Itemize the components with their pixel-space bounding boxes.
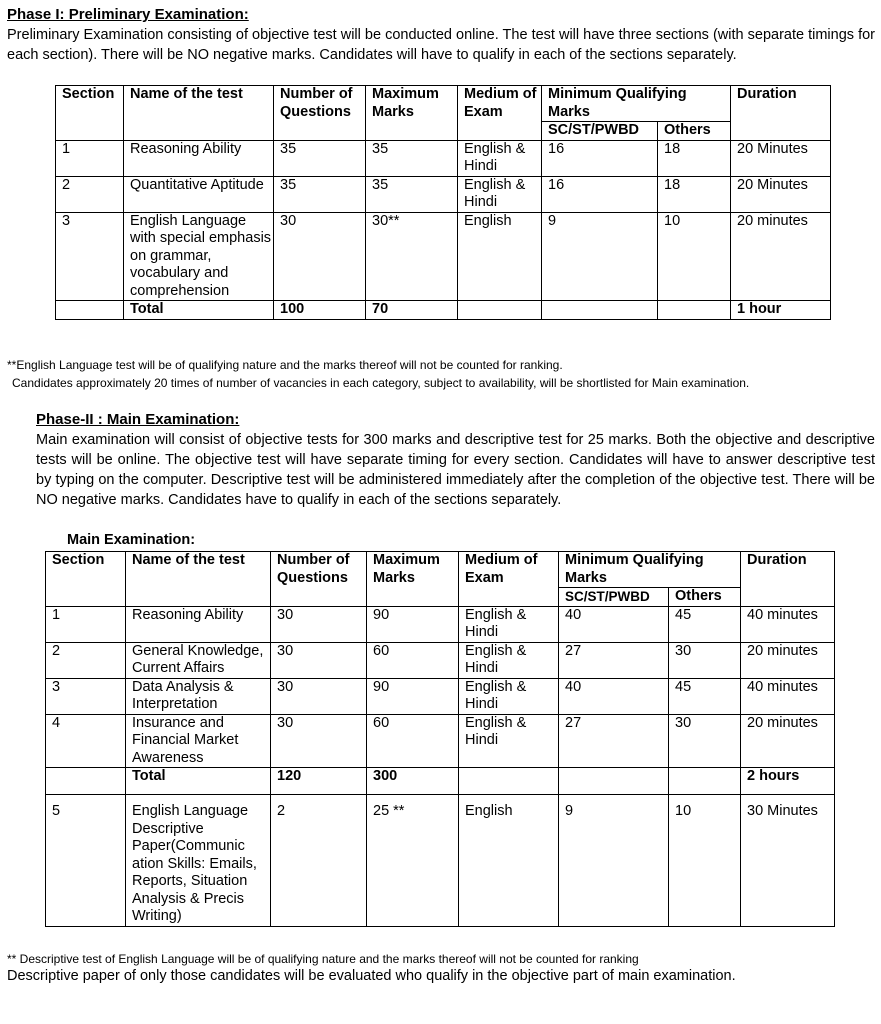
- main-table-title: Main Examination:: [67, 532, 196, 548]
- phase1-heading: Phase I: Preliminary Examination:: [7, 6, 249, 23]
- header-min-marks: Minimum Qualifying Marks: [559, 552, 741, 588]
- cell-questions: 35: [274, 140, 366, 176]
- cell-others: 45: [669, 678, 741, 714]
- cell-others: 30: [669, 714, 741, 768]
- prelim-note-1: **English Language test will be of qualifying nature and the marks thereof will not be counted for ranking.: [7, 358, 563, 372]
- prelim-table: [55, 85, 831, 320]
- cell-others: 18: [658, 140, 731, 176]
- cell-others: 10: [658, 212, 731, 301]
- header-medium: Medium of Exam: [459, 552, 559, 607]
- cell-sc: 9: [559, 795, 669, 927]
- total-questions: 100: [274, 301, 366, 320]
- cell-name: Quantitative Aptitude: [124, 176, 274, 212]
- cell-sc: 40: [559, 606, 669, 642]
- phase1-intro: Preliminary Examination consisting of objective test will be conducted online. The test will have three sections (with separate timings for each section). There will be NO negative marks. Candidates will have to qualify in each of the sections separately.: [7, 27, 875, 63]
- cell-sc: 27: [559, 642, 669, 678]
- cell-section: 5: [46, 795, 126, 927]
- cell-duration: 20 minutes: [731, 212, 831, 301]
- cell-empty: [658, 301, 731, 320]
- cell-name: General Knowledge, Current Affairs: [126, 642, 271, 678]
- header-section: Section: [56, 86, 124, 141]
- table-row: [46, 795, 835, 927]
- cell-duration: 20 Minutes: [731, 140, 831, 176]
- cell-questions: 35: [274, 176, 366, 212]
- cell-sc: 40: [559, 678, 669, 714]
- cell-name: Reasoning Ability: [124, 140, 274, 176]
- cell-duration: 20 Minutes: [731, 176, 831, 212]
- table-row: [46, 606, 835, 642]
- cell-marks: 35: [366, 140, 458, 176]
- cell-section: 4: [46, 714, 126, 768]
- header-name: Name of the test: [126, 552, 271, 607]
- cell-medium: English & Hindi: [458, 176, 542, 212]
- header-marks: Maximum Marks: [366, 86, 458, 141]
- table-row: [56, 176, 831, 212]
- phase2-heading: Phase-II : Main Examination:: [36, 411, 240, 428]
- cell-empty: [542, 301, 658, 320]
- header-sc: SC/ST/PWBD: [559, 588, 669, 607]
- cell-duration: 40 minutes: [741, 678, 835, 714]
- main-table: [45, 551, 835, 927]
- cell-others: 10: [669, 795, 741, 927]
- cell-name: Insurance and Financial Market Awareness: [126, 714, 271, 768]
- cell-medium: English & Hindi: [459, 714, 559, 768]
- cell-questions: 30: [274, 212, 366, 301]
- total-row: [56, 301, 831, 320]
- header-section: Section: [46, 552, 126, 607]
- table-row: [56, 212, 831, 301]
- cell-questions: 30: [271, 714, 367, 768]
- main-header-row: [46, 552, 835, 588]
- cell-marks: 35: [366, 176, 458, 212]
- prelim-header-row: [56, 86, 831, 122]
- cell-sc: 9: [542, 212, 658, 301]
- cell-medium: English: [459, 795, 559, 927]
- cell-section: 1: [46, 606, 126, 642]
- header-min-marks: Minimum Qualifying Marks: [542, 86, 731, 122]
- total-duration: 1 hour: [731, 301, 831, 320]
- cell-questions: 30: [271, 678, 367, 714]
- main-note-1: ** Descriptive test of English Language will be of qualifying nature and the marks thereof will not be counted for ranking: [7, 952, 639, 966]
- header-duration: Duration: [741, 552, 835, 607]
- cell-section: 2: [46, 642, 126, 678]
- cell-marks: 25 **: [367, 795, 459, 927]
- total-row: [46, 768, 835, 795]
- cell-marks: 90: [367, 606, 459, 642]
- cell-section: 1: [56, 140, 124, 176]
- cell-duration: 30 Minutes: [741, 795, 835, 927]
- total-questions: 120: [271, 768, 367, 795]
- cell-duration: 40 minutes: [741, 606, 835, 642]
- cell-sc: 27: [559, 714, 669, 768]
- header-questions: Number of Questions: [274, 86, 366, 141]
- cell-sc: 16: [542, 176, 658, 212]
- total-duration: 2 hours: [741, 768, 835, 795]
- cell-empty: [46, 768, 126, 795]
- table-row: [46, 678, 835, 714]
- cell-marks: 60: [367, 642, 459, 678]
- cell-name: Reasoning Ability: [126, 606, 271, 642]
- cell-empty: [458, 301, 542, 320]
- cell-medium: English & Hindi: [458, 140, 542, 176]
- cell-medium: English & Hindi: [459, 606, 559, 642]
- cell-empty: [669, 768, 741, 795]
- total-label: Total: [124, 301, 274, 320]
- cell-others: 45: [669, 606, 741, 642]
- cell-marks: 60: [367, 714, 459, 768]
- cell-questions: 30: [271, 642, 367, 678]
- header-others: Others: [669, 588, 741, 607]
- table-row: [56, 140, 831, 176]
- cell-duration: 20 minutes: [741, 714, 835, 768]
- cell-empty: [56, 301, 124, 320]
- header-medium: Medium of Exam: [458, 86, 542, 141]
- cell-empty: [459, 768, 559, 795]
- cell-section: 3: [56, 212, 124, 301]
- header-others: Others: [658, 122, 731, 141]
- cell-marks: 30**: [366, 212, 458, 301]
- total-marks: 70: [366, 301, 458, 320]
- cell-name: Data Analysis & Interpretation: [126, 678, 271, 714]
- cell-medium: English & Hindi: [459, 678, 559, 714]
- cell-medium: English: [458, 212, 542, 301]
- cell-duration: 20 minutes: [741, 642, 835, 678]
- cell-medium: English & Hindi: [459, 642, 559, 678]
- phase2-intro: Main examination will consist of objective tests for 300 marks and descriptive test for 25 marks. Both the objective and descriptive tests will be online. The objective test will have separate timing for every section. Candidates will have to answer descriptive test by typing on the computer. Descriptive test will be administered immediately after the completion of the objective test. There will be NO negative marks. Candidates have to qualify in each of the sections separately.: [36, 432, 875, 508]
- header-marks: Maximum Marks: [367, 552, 459, 607]
- cell-marks: 90: [367, 678, 459, 714]
- header-name: Name of the test: [124, 86, 274, 141]
- cell-empty: [559, 768, 669, 795]
- header-duration: Duration: [731, 86, 831, 141]
- cell-name: English Language with special emphasis on grammar, vocabulary and comprehension: [124, 212, 274, 301]
- prelim-note-2: Candidates approximately 20 times of number of vacancies in each category, subject to availability, will be shortlisted for Main examination.: [12, 376, 750, 390]
- cell-section: 2: [56, 176, 124, 212]
- cell-sc: 16: [542, 140, 658, 176]
- cell-others: 30: [669, 642, 741, 678]
- cell-others: 18: [658, 176, 731, 212]
- header-sc: SC/ST/PWBD: [542, 122, 658, 141]
- total-marks: 300: [367, 768, 459, 795]
- table-row: [46, 642, 835, 678]
- header-questions: Number of Questions: [271, 552, 367, 607]
- table-row: [46, 714, 835, 768]
- cell-name: English Language Descriptive Paper(Communic ation Skills: Emails, Reports, Situation Analysis & Precis Writing): [126, 795, 271, 927]
- cell-questions: 30: [271, 606, 367, 642]
- cell-questions: 2: [271, 795, 367, 927]
- total-label: Total: [126, 768, 271, 795]
- main-note-2: Descriptive paper of only those candidates will be evaluated who qualify in the objective part of main examination.: [7, 968, 736, 984]
- cell-section: 3: [46, 678, 126, 714]
